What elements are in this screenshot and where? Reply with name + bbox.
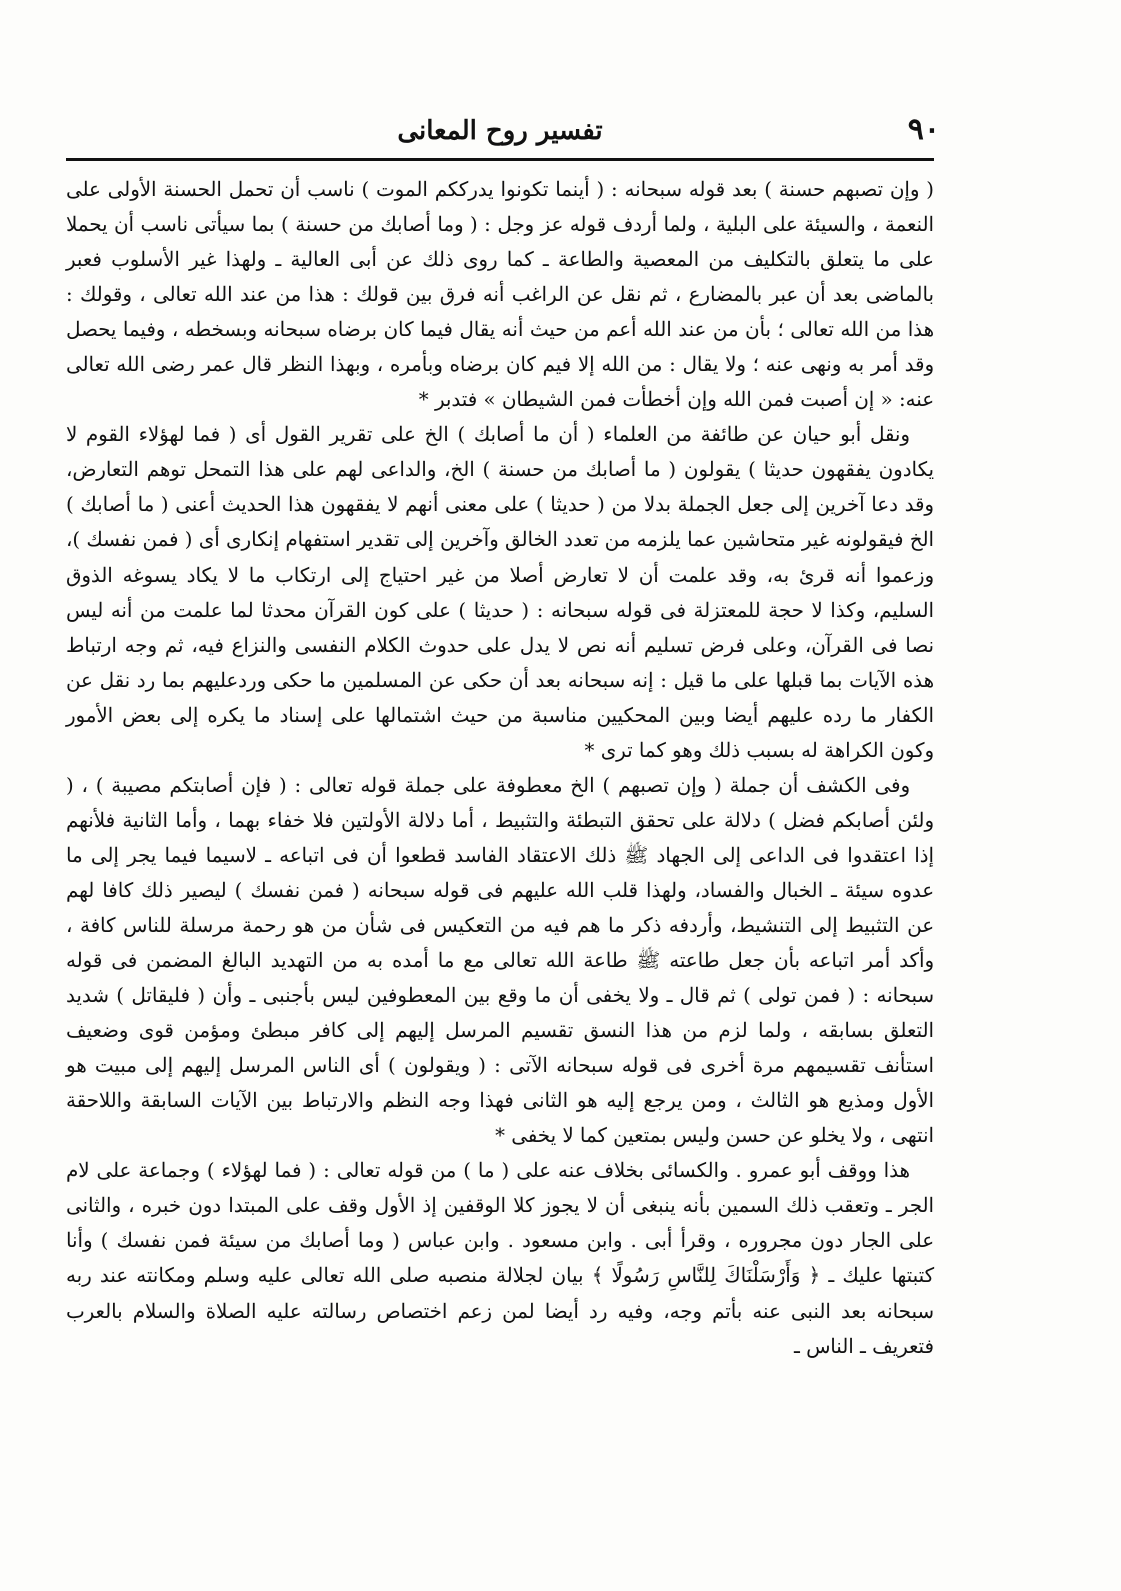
- paragraph-1: ( وإن تصبهم حسنة ) بعد قوله سبحانه : ( أينما تكونوا يدرككم الموت ) ناسب أن تحمل الحسنة الأولى على النعمة ، والسيئة على البلية ، ولما أردف قوله عز وجل : ( وما أصابك من حسنة ) بما سيأتى ناسب أن يحملا على ما يتعلق بالتكليف من المعصية والطاعة ـ كما روى ذلك عن أبى العالية ـ ولهذا غير الأسلوب فعبر بالماضى بعد أن عبر بالمضارع ، ثم نقل عن الراغب أنه فرق بين قولك : هذا من عند الله تعالى ، وقولك : هذا من الله تعالى ؛ بأن من عند الله أعم من حيث أنه يقال فيما كان برضاه سبحانه وبسخطه ، وفيما يحصل وقد أمر به ونهى عنه ؛ ولا يقال : من الله إلا فيم كان برضاه وبأمره ، وبهذا النظر قال عمر رضى الله تعالى عنه: « إن أصبت فمن الله وإن أخطأت فمن الشيطان » فتدبر *: [66, 178, 934, 412]
- running-title: تفسير روح المعانى: [397, 116, 603, 146]
- main-text: [66, 172, 934, 1364]
- paragraph-2: ونقل أبو حيان عن طائفة من العلماء ( أن ما أصابك ) الخ على تقرير القول أى ( فما لهؤلاء القوم لا يكادون يفقهون حديثا ) يقولون ( ما أصابك من حسنة ) الخ، والداعى لهم على هذا التمحل توهم التعارض، وقد دعا آخرين إلى جعل الجملة بدلا من ( حديثا ) على معنى أنهم لا يفقهون هذا الحديث أعنى ( ما أصابك ) الخ فيقولونه غير متحاشين عما يلزمه من تعدد الخالق وآخرين إلى تقدير استفهام إنكارى أى ( فمن نفسك )، وزعموا أنه قرئ به، وقد علمت أن لا تعارض أصلا من غير احتياج إلى ارتكاب ما لا يكاد يسوغه الذوق السليم، وكذا لا حجة للمعتزلة فى قوله سبحانه : ( حديثا ) على كون القرآن محدثا لما علمت من أنه ليس نصا فى القرآن، وعلى فرض تسليم أنه نص لا يدل على حدوث الكلام النفسى والنزاع فيه، ثم وجه ارتباط هذه الآيات بما قبلها على ما قيل : إنه سبحانه بعد أن حكى عن المسلمين ما حكى وردعليهم بما رد نقل عن الكفار ما رده عليهم أيضا وبين المحكيين مناسبة من حيث اشتمالها على إسناد ما يكره إلى بعض الأمور وكون الكراهة له بسبب ذلك وهو كما ترى *: [66, 423, 934, 762]
- paragraph-3: وفى الكشف أن جملة ( وإن تصبهم ) الخ معطوفة على جملة قوله تعالى : ( فإن أصابتكم مصيبة ) ، ( ولئن أصابكم فضل ) دلالة على تحقق التبطئة والتثبيط ، أما دلالة الأولتين فلا خفاء بهما ، وأما الثانية فلأنهم إذا اعتقدوا فى الداعى إلى الجهاد ﷺ ذلك الاعتقاد الفاسد قطعوا أن فى اتباعه ـ لاسيما فيما يجر إلى ما عدوه سيئة ـ الخبال والفساد، ولهذا قلب الله عليهم فى قوله سبحانه ( فمن نفسك ) ليصير ذلك كافا لهم عن التثبيط إلى التنشيط، وأردفه ذكر ما هم فيه من التعكيس فى شأن من هو رحمة مرسلة للناس كافة ، وأكد أمر اتباعه بأن جعل طاعته ﷺ طاعة الله تعالى مع ما أمده به من التهديد البالغ المضمن فى قوله سبحانه : ( فمن تولى ) ثم قال ـ ولا يخفى أن ما وقع بين المعطوفين ليس بأجنبى ـ وأن ( فليقاتل ) شديد التعلق بسابقه ، ولما لزم من هذا النسق تقسيم المرسل إليهم إلى كافر مبطئ ومؤمن قوى وضعيف استأنف تقسيمهم مرة أخرى فى قوله سبحانه الآتى : ( ويقولون ) أى الناس المرسل إليهم إلى مبيت هو الأول ومذيع هو الثالث ، ومن يرجع إليه هو الثانى فهذا وجه النظم والارتباط بين الآيات السابقة واللاحقة انتهى ، ولا يخلو عن حسن وليس بمتعين كما لا يخفى *: [66, 773, 934, 1148]
- header-rule: [66, 158, 934, 161]
- paragraph-4: هذا ووقف أبو عمرو . والكسائى بخلاف عنه على ( ما ) من قوله تعالى : ( فما لهؤلاء ) وجماعة على لام الجر ـ وتعقب ذلك السمين بأنه ينبغى أن لا يجوز كلا الوقفين إذ الأول وقف على المبتدا دون خبره ، والثانى على الجار دون مجروره ، وقرأ أبى . وابن مسعود . وابن عباس ( وما أصابك من سيئة فمن نفسك ) وأنا كتبتها عليك ـ ﴿ وَأَرْسَلْنَاكَ لِلنَّاسِ رَسُولًا ﴾ بيان لجلالة منصبه صلى الله تعالى عليه وسلم ومكانته عند ربه سبحانه بعد النبى عنه بأتم وجه، وفيه رد أيضا لمن زعم اختصاص رسالته عليه الصلاة والسلام بالعرب فتعريف ـ الناس ـ: [66, 1159, 934, 1358]
- page-number: ٩٠: [907, 112, 940, 147]
- page-header: [60, 108, 940, 154]
